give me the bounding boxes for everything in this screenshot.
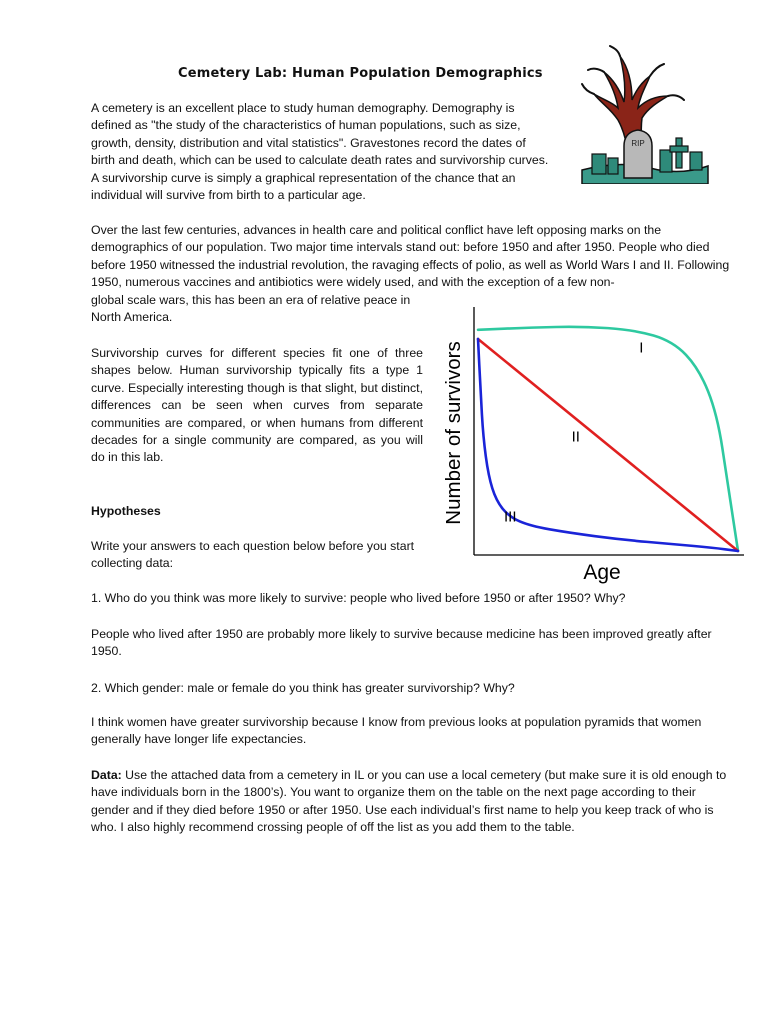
y-axis-label: Number of survivors	[442, 341, 465, 525]
answer-2: I think women have greater survivorship because I know from previous looks at population pyramids that women generally have longer life expectancies.	[91, 715, 702, 747]
data-text: Use the attached data from a cemetery in IL or you can use a local cemetery (but make sure it is old enough to have individuals born in the 1800’s). You want to organize them on the table on the next page according to their gender and if they died before 1950 or after 1950. Use each individual’s first name to help you keep track of who is who. I also highly recommend crossing people of off the list as you add them to the table.	[91, 768, 727, 835]
survivorship-chart	[432, 303, 748, 588]
survivorship-paragraph: Survivorship curves for different species fit one of three shapes below. Human survivorship typically fits a type 1 curve. Especially interesting though is that slight, but distinct, differences can be seen when curves from separate communities are compared, or when humans from different decades for a single community are compared, as you will do in this lab.	[91, 346, 423, 465]
hypotheses-heading: Hypotheses	[91, 504, 161, 518]
instructions-text: Write your answers to each question below before you start collecting data:	[91, 539, 415, 571]
question-1: 1. Who do you think was more likely to survive: people who lived before 1950 or after 1950? Why?	[91, 591, 626, 605]
series-label-3: III	[504, 508, 517, 526]
series-label-2: II	[571, 428, 580, 446]
data-paragraph	[91, 767, 731, 837]
answer-1: People who lived after 1950 are probably more likely to survive because medicine has been improved greatly after 1950.	[91, 627, 712, 659]
history-paragraph: Over the last few centuries, advances in health care and political conflict have left opposing marks on the demographics of our population. Two major time intervals stand out: before 1950 and after 1950. People who died before 1950 witnessed the industrial revolution, the ravaging effects of polio, as well as World Wars I and II. Following 1950, numerous vaccines and antibiotics were widely used, and with the exception of a few non-	[91, 223, 730, 290]
intro-paragraph: A cemetery is an excellent place to study human demography. Demography is defined as "the study of the characteristics of human populations, such as size, growth, density, distribution and vital statistics". Gravestones record the dates of birth and death, which can be used to calculate death rates and survivorship curves. A survivorship curve is simply a graphical representation of the chance that an individual will survive from birth to a particular age.	[91, 101, 549, 203]
graveyard-tree-icon	[580, 42, 710, 184]
series-line-1	[478, 327, 738, 551]
chart-plot-area	[478, 327, 738, 551]
x-axis-label: Age	[583, 561, 621, 584]
series-label-1: I	[639, 339, 644, 357]
stone-text: RIP	[631, 139, 645, 148]
page-title: Cemetery Lab: Human Population Demographics	[178, 66, 543, 81]
history-paragraph-continued: global scale wars, this has been an era of relative peace in North America.	[91, 293, 411, 325]
question-2: 2. Which gender: male or female do you think has greater survivorship? Why?	[91, 681, 515, 695]
data-label: Data:	[91, 768, 122, 782]
